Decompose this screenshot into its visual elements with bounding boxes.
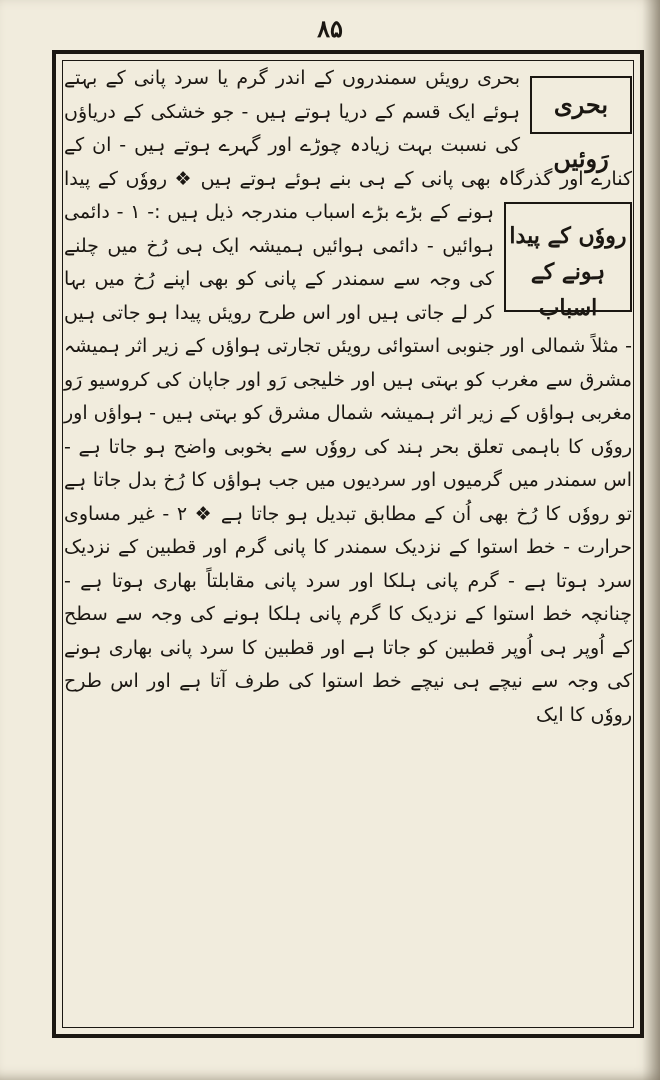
text-frame bbox=[52, 50, 644, 1038]
page-number: ۸۵ bbox=[317, 14, 343, 43]
paragraph-ocean-currents: بحری رویئں سمندروں کے اندر گرم یا سرد پانی کے بہتے ہوئے ایک قسم کے دریا ہوتے ہیں - جو خشکی کے دریاؤں کی نسبت بہت زیادہ چوڑے اور گہرے ہوتے ہیں - ان کے کنارے اور گذرگاہ بھی پانی کے ہی بنے ہوئے ہوتے ہیں ❖ bbox=[64, 67, 632, 190]
heading-causes-line1: رووٗں کے پیدا bbox=[509, 223, 627, 249]
body-text bbox=[64, 62, 632, 1026]
paragraph-unequal-heat: ۲ - غیر مساوی حرارت - خط استوا کے نزدیک سمندر کا پانی گرم اور قطبین کے نزدیک سرد ہوتا ہے - گرم پانی ہلکا اور سرد پانی مقابلتاً بھاری ہوتا ہے - چنانچہ خط استوا کے نزدیک کا گرم پانی ہلکا ہونے کی وجہ سے سطح کے اُوپر ہی اُوپر قطبین کو جاتا ہے اور قطبین کا سرد پانی بھاری ہونے کی وجہ سے نیچے ہی نیچے خط استوا کی طرف آتا ہے اور اس طرح رووٗں کا ایک bbox=[64, 502, 632, 726]
heading-ocean-currents: بحری رَوئیں bbox=[530, 76, 632, 134]
paragraph-permanent-winds: رووٗں کے پیدا ہونے کے بڑے بڑے اسباب مندرجہ ذیل ہیں :- ۱ - دائمی ہوائیں - دائمی ہوائیں ہمیشہ ایک ہی رُخ میں چلنے کی وجہ سے سمندر کے پانی کو بھی اپنے رُخ میں بہا کر لے جاتی ہیں اور اس طرح رویئں پیدا ہو جاتی ہیں - مثلاً شمالی اور جنوبی استوائی رویئں تجارتی ہواؤں کے زیر اثر ہمیشہ مشرق سے مغرب کو بہتی ہیں اور خلیجی رَو اور جاپان کی کروسیو رَو مغربی ہواؤں کے زیر اثر ہمیشہ شمال مشرق کو بہتی ہیں - ہواؤں اور رووٗں کا باہمی تعلق بحر ہند کی رووٗں سے بخوبی واضح ہو جاتا ہے - اس سمندر میں گرمیوں اور سردیوں میں جب ہواؤں کا رُخ بدل جاتا ہے تو رووٗں کا رُخ بھی اُن کے مطابق تبدیل ہو جاتا ہے ❖ bbox=[64, 167, 633, 525]
heading-causes-line2: ہونے کے اسباب bbox=[530, 259, 606, 321]
page-edge-shadow bbox=[642, 0, 660, 1080]
heading-causes-of-currents bbox=[504, 202, 632, 321]
